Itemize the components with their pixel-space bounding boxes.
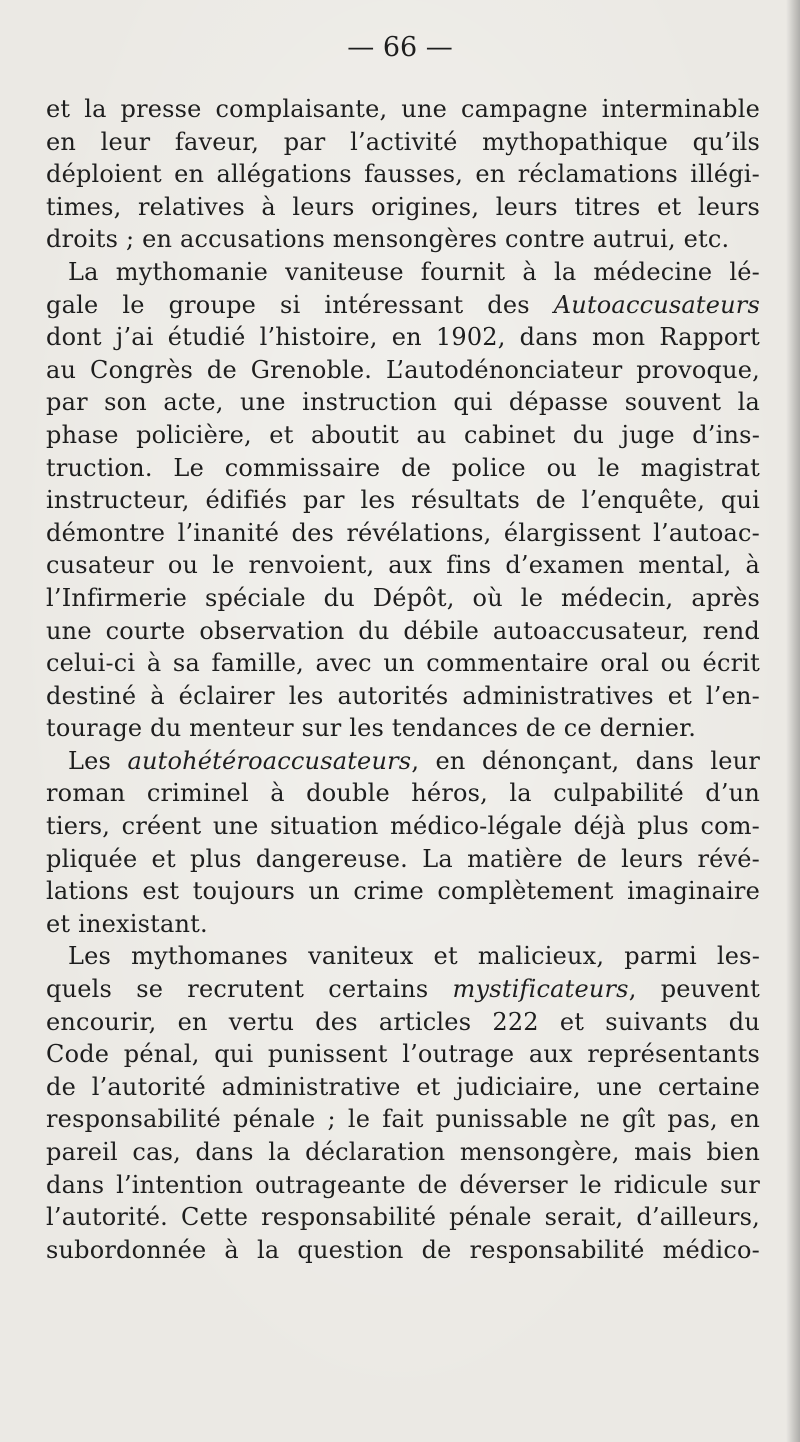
text-line: truction. Le commissaire de police ou le magistrat xyxy=(46,453,760,482)
text-line: phase policière, et aboutit au cabinet du juge d’ins- xyxy=(46,420,760,449)
italic-term: Autoaccusateurs xyxy=(553,290,760,319)
text-line: l’Infirmerie spéciale du Dépôt, où le médecin, après xyxy=(46,583,760,612)
text-line: et inexistant. xyxy=(46,909,208,938)
text-line: times, relatives à leurs origines, leurs titres et leurs xyxy=(46,192,760,221)
text-line xyxy=(46,745,760,778)
text-line: tiers, créent une situation médico-légale déjà plus com- xyxy=(46,812,760,841)
text-line: responsabilité pénale ; le fait punissable ne gît pas, en xyxy=(46,1105,760,1134)
text-line: démontre l’inanité des révélations, élargissent l’autoac- xyxy=(46,518,760,547)
text-line: subordonnée à la question de responsabilité médico- xyxy=(46,1235,760,1264)
text-line: Les mythomanes vaniteux et malicieux, parmi les- xyxy=(68,942,760,971)
text-line: dont j’ai étudié l’histoire, en 1902, dans mon Rapport xyxy=(46,323,760,352)
page-edge-shadow xyxy=(786,0,800,1442)
text-line xyxy=(46,289,760,322)
text-line: destiné à éclairer les autorités administratives et l’en- xyxy=(46,681,760,710)
text-segment: Les xyxy=(68,746,128,775)
text-line: instructeur, édifiés par les résultats de l’enquête, qui xyxy=(46,486,760,515)
italic-term: autohétéroaccusateurs xyxy=(127,746,412,775)
text-line: roman criminel à double héros, la culpabilité d’un xyxy=(46,779,760,808)
text-line: celui-ci à sa famille, avec un commentaire oral ou écrit xyxy=(46,649,760,678)
text-line: au Congrès de Grenoble. L’autodénonciateur provoque, xyxy=(46,355,760,384)
text-line: une courte observation du débile autoaccusateur, rend xyxy=(46,616,760,645)
text-line: encourir, en vertu des articles 222 et suivants du xyxy=(46,1007,760,1036)
text-line: par son acte, une instruction qui dépasse souvent la xyxy=(46,388,760,417)
text-line: cusateur ou le renvoient, aux fins d’examen mental, à xyxy=(46,551,760,580)
page-number: — 66 — xyxy=(347,32,453,63)
text-segment: quels se recrutent certains xyxy=(46,975,453,1004)
text-segment: , en dénonçant, dans leur xyxy=(411,746,761,775)
text-line xyxy=(46,973,760,1006)
text-line: pareil cas, dans la déclaration mensongère, mais bien xyxy=(46,1138,760,1166)
text-line: droits ; en accusations mensongères contre autrui, etc. xyxy=(46,225,730,254)
text-line: l’autorité. Cette responsabilité pénale serait, d’ailleurs, xyxy=(46,1203,760,1232)
text-line: tourage du menteur sur les tendances de ce dernier. xyxy=(46,714,697,743)
text-line: et la presse complaisante, une campagne interminable xyxy=(46,95,760,123)
text-line: pliquée et plus dangereuse. La matière de leurs révé- xyxy=(46,844,760,873)
text-segment: gale le groupe si intéressant des xyxy=(46,290,554,319)
text-segment: , peuvent xyxy=(628,975,760,1004)
italic-term: mystificateurs xyxy=(452,975,629,1004)
text-line: Code pénal, qui punissent l’outrage aux représentants xyxy=(46,1040,760,1069)
body-text xyxy=(46,93,760,1266)
text-line: lations est toujours un crime complètement imaginaire xyxy=(46,877,760,906)
text-line: La mythomanie vaniteuse fournit à la médecine lé- xyxy=(68,257,760,286)
text-line: déploient en allégations fausses, en réclamations illégi- xyxy=(46,160,760,189)
text-line: de l’autorité administrative et judiciaire, une certaine xyxy=(46,1072,760,1101)
text-line: en leur faveur, par l’activité mythopathique qu’ils xyxy=(46,127,760,156)
text-line: dans l’intention outrageante de déverser le ridicule sur xyxy=(46,1170,760,1199)
